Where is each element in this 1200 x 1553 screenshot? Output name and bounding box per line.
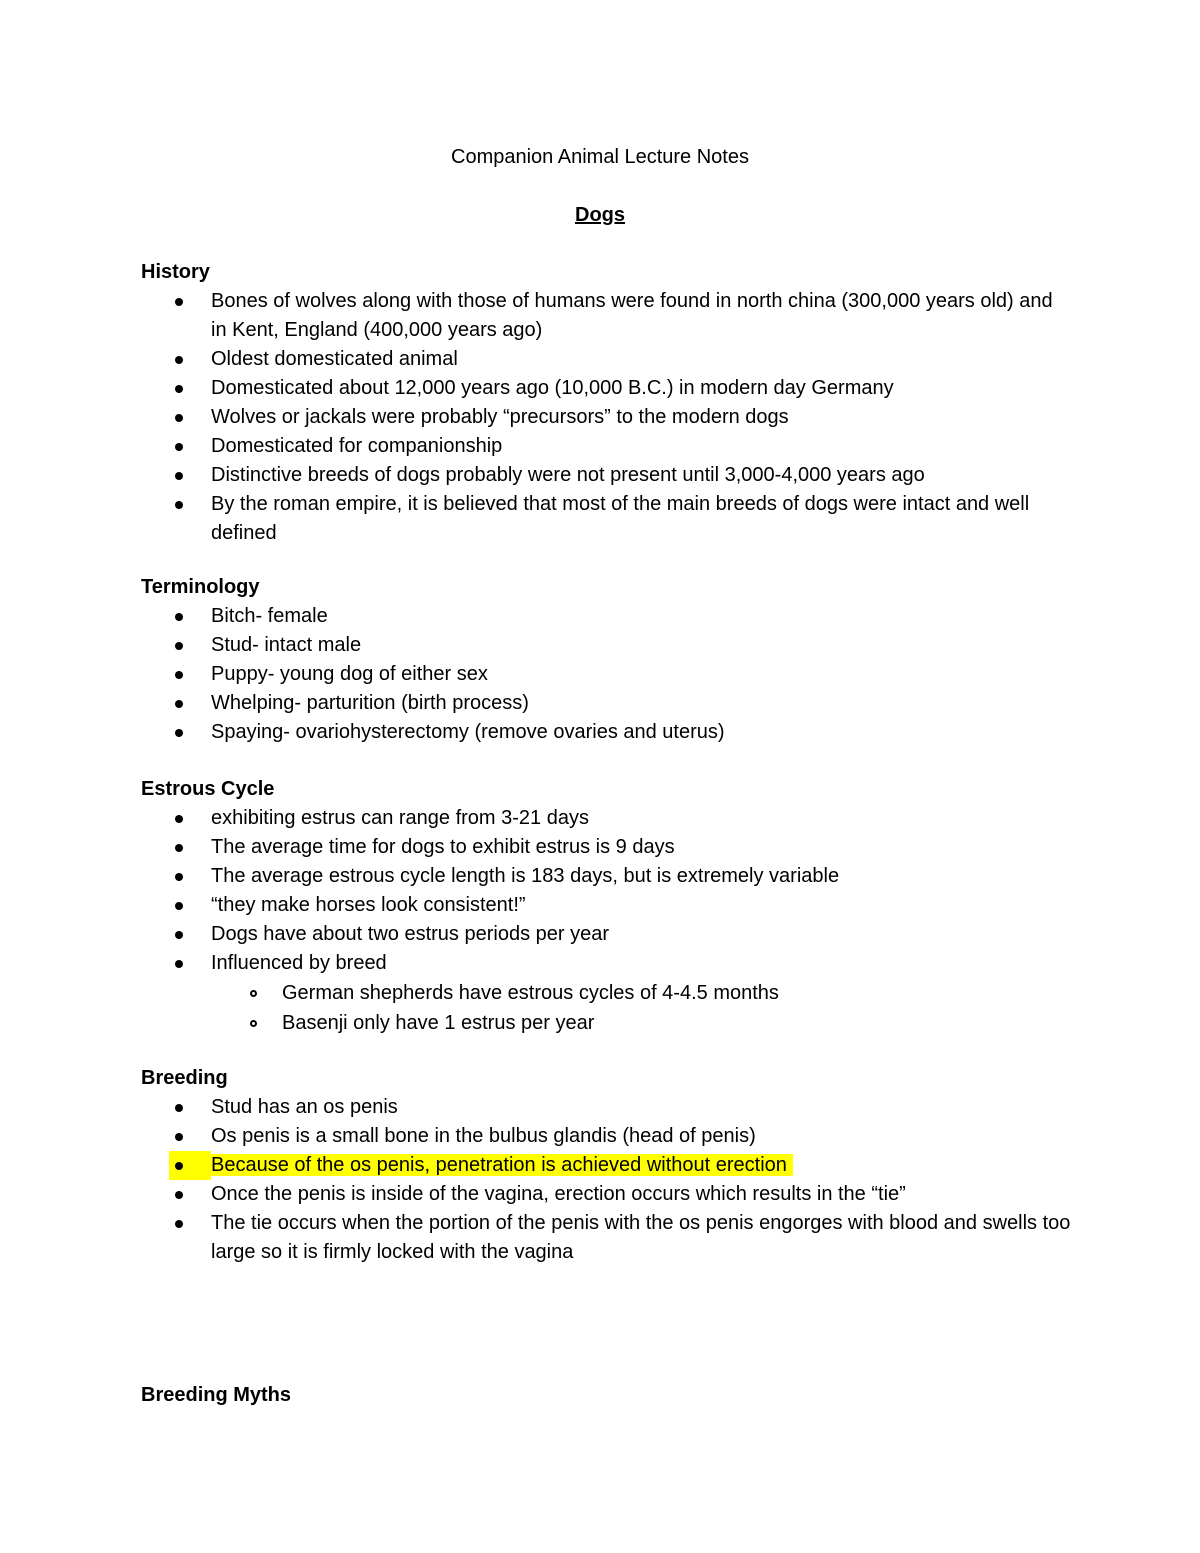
sub-list-item <box>141 1008 1071 1038</box>
estrous-sublist <box>141 978 1071 1038</box>
section-heading-estrous: Estrous Cycle <box>141 778 275 800</box>
list-item-text: Stud has an os penis <box>211 1096 398 1118</box>
bullet-icon <box>175 931 183 939</box>
section-estrous-cycle <box>141 775 1071 1038</box>
list-item-highlighted <box>141 1151 1071 1180</box>
sub-list-item-text: Basenji only have 1 estrus per year <box>282 1012 595 1034</box>
bullet-icon <box>175 443 183 451</box>
bullet-icon <box>175 729 183 737</box>
document-subtitle <box>0 201 1200 229</box>
list-item <box>141 432 1071 461</box>
list-item-text: Distinctive breeds of dogs probably were not present until 3,000-4,000 years ago <box>211 464 925 486</box>
list-item <box>141 1209 1071 1267</box>
list-item <box>141 374 1071 403</box>
list-item <box>141 1180 1071 1209</box>
breeding-list <box>141 1093 1071 1267</box>
section-breeding-myths <box>141 1381 1071 1410</box>
list-item <box>141 920 1071 949</box>
section-heading-breeding-myths: Breeding Myths <box>141 1384 292 1406</box>
hollow-bullet-icon <box>250 1020 257 1027</box>
list-item-text: Stud- intact male <box>211 634 362 656</box>
subtitle-text: Dogs <box>575 204 625 226</box>
bullet-icon <box>175 960 183 968</box>
bullet-icon <box>175 844 183 852</box>
list-item <box>141 631 1071 660</box>
list-item <box>141 1122 1071 1151</box>
section-heading-history: History <box>141 261 210 283</box>
bullet-icon <box>175 815 183 823</box>
list-item <box>141 345 1071 374</box>
bullet-icon <box>175 1220 183 1228</box>
bullet-icon <box>175 873 183 881</box>
list-item-text: The average time for dogs to exhibit estrus is 9 days <box>211 836 675 858</box>
section-history <box>141 258 1071 548</box>
bullet-icon <box>175 1133 183 1141</box>
sub-list-item-text: German shepherds have estrous cycles of 4-4.5 months <box>282 982 779 1004</box>
list-item <box>141 891 1071 920</box>
estrous-list <box>141 804 1071 978</box>
section-heading-breeding: Breeding <box>141 1067 228 1089</box>
list-item-text: Bitch- female <box>211 605 328 627</box>
list-item-text: exhibiting estrus can range from 3-21 days <box>211 807 589 829</box>
bullet-icon <box>175 356 183 364</box>
list-item-text: Spaying- ovariohysterectomy (remove ovaries and uterus) <box>211 721 725 743</box>
list-item-text: Once the penis is inside of the vagina, erection occurs which results in the “tie” <box>211 1183 906 1205</box>
bullet-icon <box>175 501 183 509</box>
list-item <box>141 602 1071 631</box>
bullet-icon <box>175 1191 183 1199</box>
list-item <box>141 403 1071 432</box>
list-item-text: The tie occurs when the portion of the penis with the os penis engorges with blood and swells too large so it is firmly locked with the vagina <box>211 1212 1071 1263</box>
list-item-text: Influenced by breed <box>211 952 387 974</box>
terminology-list <box>141 602 1071 747</box>
bullet-icon <box>175 472 183 480</box>
list-item <box>141 804 1071 833</box>
list-item <box>141 833 1071 862</box>
hollow-bullet-icon <box>250 990 257 997</box>
bullet-icon <box>175 1162 183 1170</box>
bullet-icon <box>175 671 183 679</box>
list-item <box>141 689 1071 718</box>
list-item-text: Bones of wolves along with those of humans were found in north china (300,000 years old) and in Kent, England (400,000 years ago) <box>211 290 1053 341</box>
list-item-text: “they make horses look consistent!” <box>211 894 526 916</box>
list-item <box>141 461 1071 490</box>
bullet-icon <box>175 613 183 621</box>
document-title: Companion Animal Lecture Notes <box>451 146 749 168</box>
list-item-text: Puppy- young dog of either sex <box>211 663 488 685</box>
list-item-text: Dogs have about two estrus periods per year <box>211 923 609 945</box>
bullet-icon <box>175 1104 183 1112</box>
list-item <box>141 949 1071 978</box>
list-item-text: Os penis is a small bone in the bulbus glandis (head of penis) <box>211 1125 756 1147</box>
section-breeding <box>141 1064 1071 1267</box>
bullet-icon <box>175 298 183 306</box>
list-item <box>141 660 1071 689</box>
list-item <box>141 862 1071 891</box>
bullet-icon <box>175 700 183 708</box>
list-item <box>141 490 1071 548</box>
section-terminology <box>141 573 1071 747</box>
list-item-text: Wolves or jackals were probably “precursors” to the modern dogs <box>211 406 789 428</box>
section-heading-terminology: Terminology <box>141 576 260 598</box>
list-item <box>141 287 1071 345</box>
highlighted-text: Because of the os penis, penetration is achieved without erection <box>211 1154 793 1176</box>
bullet-icon <box>175 414 183 422</box>
list-item-text: Domesticated for companionship <box>211 435 503 457</box>
history-list <box>141 287 1071 548</box>
bullet-icon <box>175 902 183 910</box>
list-item-text: Whelping- parturition (birth process) <box>211 692 529 714</box>
bullet-icon <box>175 385 183 393</box>
list-item-text: The average estrous cycle length is 183 days, but is extremely variable <box>211 865 840 887</box>
list-item-text: Domesticated about 12,000 years ago (10,000 B.C.) in modern day Germany <box>211 377 894 399</box>
sub-list-item <box>141 978 1071 1008</box>
list-item-text: By the roman empire, it is believed that most of the main breeds of dogs were intact and well defined <box>211 493 1030 544</box>
list-item <box>141 1093 1071 1122</box>
list-item <box>141 718 1071 747</box>
bullet-icon <box>175 642 183 650</box>
list-item-text: Oldest domesticated animal <box>211 348 458 370</box>
